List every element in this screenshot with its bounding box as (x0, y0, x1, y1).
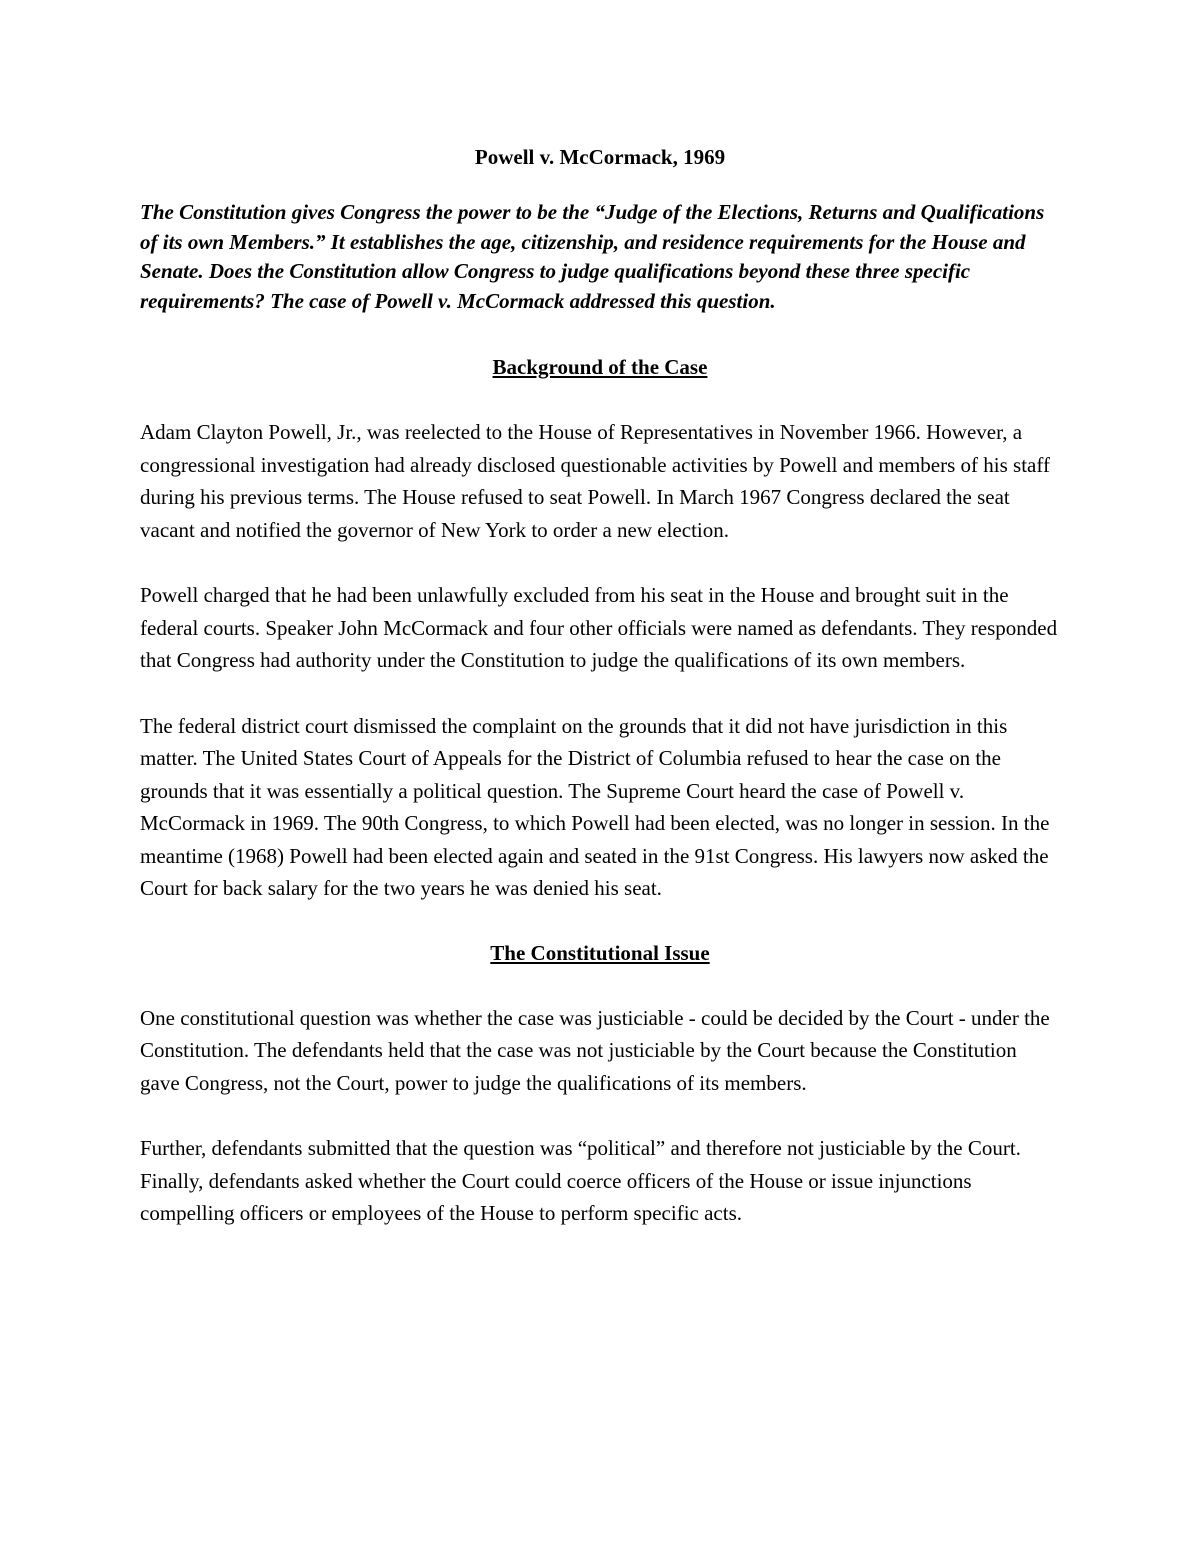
section-heading-constitutional-issue: The Constitutional Issue (490, 940, 710, 965)
section-heading-background: Background of the Case (492, 355, 708, 379)
issue-paragraph-1: One constitutional question was whether the case was justiciable - could be decided by the Court - under the Constitution. The defendants held that the case was not justiciable by the Court because the Constitution gave Congress, not the Court, power to judge the qualifications of its members. (140, 1005, 1050, 1095)
document-title: Powell v. McCormack, 1969 (474, 145, 726, 169)
document-body (140, 142, 1060, 1230)
background-paragraph-3: The federal district court dismissed the complaint on the grounds that it did not have jurisdiction in this matter. The United States Court of Appeals for the District of Columbia refused to hear the case on the grounds that it was essentially a political question. The Supreme Court heard the case of Powell v. McCormack in 1969. The 90th Congress, to which Powell had been elected, was no longer in session. In the meantime (1968) Powell had been elected again and seated in the 91st Congress. His lawyers now asked the Court for back salary for the two years he was denied his seat. (140, 713, 1050, 900)
intro-paragraph: The Constitution gives Congress the power to be the “Judge of the Elections, Returns and Qualifications of its own Members.” It establishes the age, citizenship, and residence requirements for the House and Senate. Does the Constitution allow Congress to judge qualifications beyond these three specific requirements? The case of Powell v. McCormack addressed this question. (140, 200, 1045, 313)
issue-paragraph-2: Further, defendants submitted that the question was “political” and therefore not justiciable by the Court. Finally, defendants asked whether the Court could coerce officers of the House or issue injunctions compelling officers or employees of the House to perform specific acts. (140, 1136, 1021, 1225)
background-paragraph-2: Powell charged that he had been unlawfully excluded from his seat in the House and brought suit in the federal courts. Speaker John McCormack and four other officials were named as defendants. They responded that Congress had authority under the Constitution to judge the qualifications of its own members. (140, 583, 1058, 672)
background-paragraph-1: Adam Clayton Powell, Jr., was reelected to the House of Representatives in November 1966. However, a congressional investigation had already disclosed questionable activities by Powell and members of his staff during his previous terms. The House refused to seat Powell. In March 1967 Congress declared the seat vacant and notified the governor of New York to order a new election. (140, 420, 1050, 542)
